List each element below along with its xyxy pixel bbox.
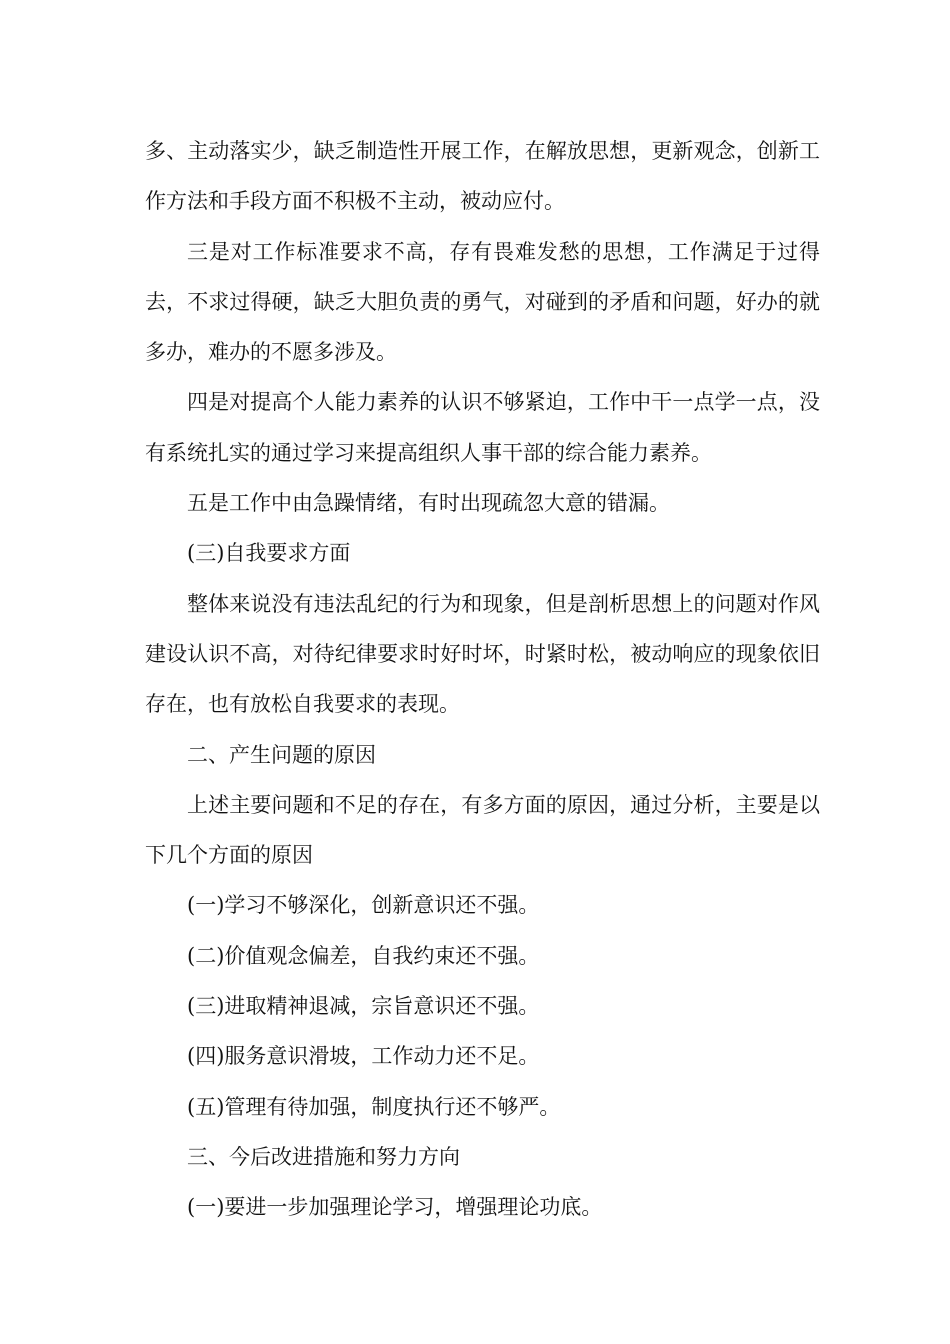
document-body <box>145 126 820 1233</box>
paragraph-point-five: 五是工作中由急躁情绪，有时出现疏忽大意的错漏。 <box>187 491 670 516</box>
list-item-cause-4: (四)服务意识滑坡，工作动力还不足。 <box>187 1044 540 1069</box>
list-item-cause-5: (五)管理有待加强，制度执行还不够严。 <box>187 1094 561 1119</box>
paragraph-causes-intro: 上述主要问题和不足的存在，有多方面的原因，通过分析，主要是以下几个方面的原因 <box>145 792 820 868</box>
list-item-improvement-1: (一)要进一步加强理论学习，增强理论功底。 <box>187 1195 603 1220</box>
paragraph-point-four: 四是对提高个人能力素养的认识不够紧迫，工作中干一点学一点，没有系统扎实的通过学习来提高组织人事干部的综合能力素养。 <box>145 390 820 465</box>
list-item-cause-3: (三)进取精神退减，宗旨意识还不强。 <box>187 994 540 1019</box>
section-heading-improvements: 三、今后改进措施和努力方向 <box>187 1144 460 1169</box>
paragraph-self-requirements: 整体来说没有违法乱纪的行为和现象，但是剖析思想上的问题对作风建设认识不高，对待纪律要求时好时坏，时紧时松，被动响应的现象依旧存在，也有放松自我要求的表现。 <box>145 591 820 717</box>
section-heading-self-requirements: (三)自我要求方面 <box>187 541 351 566</box>
list-item-cause-2: (二)价值观念偏差，自我约束还不强。 <box>187 943 540 968</box>
section-heading-causes: 二、产生问题的原因 <box>187 742 376 767</box>
paragraph-continuation: 多、主动落实少，缺乏制造性开展工作，在解放思想，更新观念，创新工作方法和手段方面不积极不主动，被动应付。 <box>145 139 820 214</box>
paragraph-point-three: 三是对工作标准要求不高，存有畏难发愁的思想，工作满足于过得去，不求过得硬，缺乏大胆负责的勇气，对碰到的矛盾和问题，好办的就多办，难办的不愿多涉及。 <box>145 239 820 365</box>
list-item-cause-1: (一)学习不够深化，创新意识还不强。 <box>187 893 540 918</box>
